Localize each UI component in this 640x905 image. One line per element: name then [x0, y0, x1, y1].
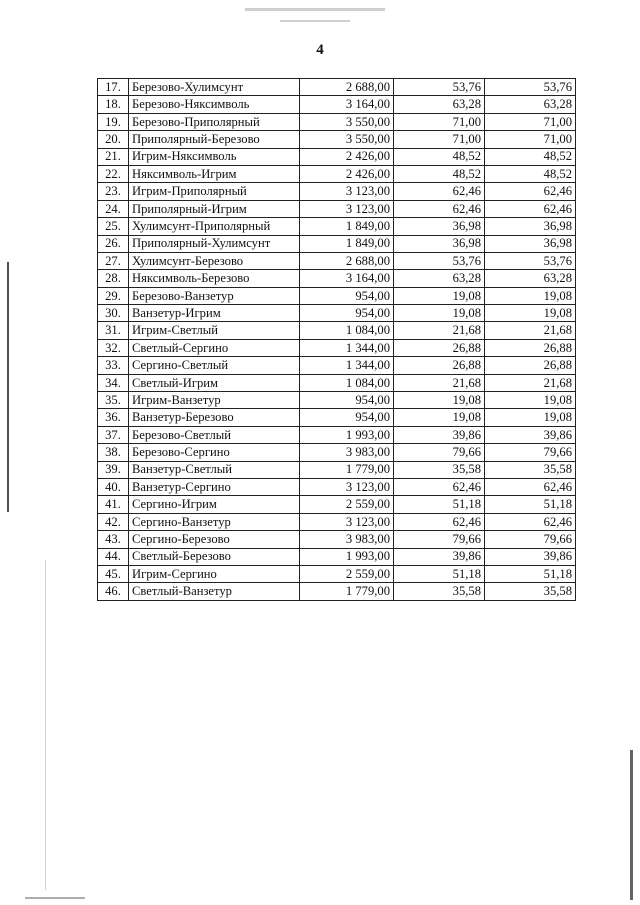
route-distance: 2 688,00: [300, 79, 394, 96]
route-distance: 3 983,00: [300, 531, 394, 548]
row-number: 19.: [98, 113, 129, 130]
table-row: [98, 531, 576, 548]
table-row: [98, 583, 576, 600]
value-column-2: 62,46: [485, 513, 576, 530]
route-name: Ванзетур-Сергино: [129, 478, 300, 495]
row-number: 29.: [98, 287, 129, 304]
route-distance: 1 084,00: [300, 322, 394, 339]
value-column-1: 79,66: [394, 444, 485, 461]
value-column-1: 71,00: [394, 113, 485, 130]
row-number: 41.: [98, 496, 129, 513]
value-column-1: 48,52: [394, 165, 485, 182]
value-column-2: 48,52: [485, 148, 576, 165]
table-row: [98, 339, 576, 356]
row-number: 28.: [98, 270, 129, 287]
route-name: Игрим-Няксимволь: [129, 148, 300, 165]
route-distance: 954,00: [300, 287, 394, 304]
value-column-2: 71,00: [485, 113, 576, 130]
value-column-1: 19,08: [394, 409, 485, 426]
table-row: [98, 409, 576, 426]
route-distance: 1 084,00: [300, 374, 394, 391]
route-distance: 3 983,00: [300, 444, 394, 461]
value-column-1: 51,18: [394, 496, 485, 513]
route-name: Березово-Приполярный: [129, 113, 300, 130]
table-row: [98, 548, 576, 565]
route-distance: 1 993,00: [300, 426, 394, 443]
value-column-2: 19,08: [485, 409, 576, 426]
route-distance: 1 849,00: [300, 218, 394, 235]
value-column-2: 63,28: [485, 270, 576, 287]
route-distance: 2 559,00: [300, 565, 394, 582]
route-distance: 2 426,00: [300, 165, 394, 182]
table-row: [98, 131, 576, 148]
row-number: 25.: [98, 218, 129, 235]
value-column-2: 71,00: [485, 131, 576, 148]
route-name: Приполярный-Хулимсунт: [129, 235, 300, 252]
value-column-2: 26,88: [485, 357, 576, 374]
route-name: Игрим-Сергино: [129, 565, 300, 582]
route-distance: 1 344,00: [300, 357, 394, 374]
route-name: Березово-Ванзетур: [129, 287, 300, 304]
route-name: Светлый-Ванзетур: [129, 583, 300, 600]
value-column-1: 21,68: [394, 374, 485, 391]
value-column-2: 39,86: [485, 426, 576, 443]
value-column-2: 21,68: [485, 374, 576, 391]
scan-artifact-stamp: [245, 8, 385, 11]
route-distance: 3 123,00: [300, 513, 394, 530]
value-column-1: 19,08: [394, 392, 485, 409]
route-name: Хулимсунт-Приполярный: [129, 218, 300, 235]
row-number: 33.: [98, 357, 129, 374]
table-row: [98, 357, 576, 374]
row-number: 38.: [98, 444, 129, 461]
row-number: 32.: [98, 339, 129, 356]
row-number: 43.: [98, 531, 129, 548]
value-column-1: 71,00: [394, 131, 485, 148]
route-distance: 1 779,00: [300, 461, 394, 478]
route-distance: 2 688,00: [300, 252, 394, 269]
table-row: [98, 79, 576, 96]
scan-artifact-bottom: [25, 897, 85, 899]
route-distance: 3 164,00: [300, 270, 394, 287]
row-number: 36.: [98, 409, 129, 426]
route-distance: 1 849,00: [300, 235, 394, 252]
table-row: [98, 252, 576, 269]
row-number: 23.: [98, 183, 129, 200]
row-number: 35.: [98, 392, 129, 409]
value-column-1: 21,68: [394, 322, 485, 339]
table-row: [98, 165, 576, 182]
value-column-1: 51,18: [394, 565, 485, 582]
table-row: [98, 322, 576, 339]
table-row: [98, 183, 576, 200]
value-column-2: 35,58: [485, 461, 576, 478]
table-row: [98, 287, 576, 304]
scan-artifact-left-margin: [7, 262, 9, 512]
route-distance: 3 550,00: [300, 113, 394, 130]
value-column-2: 48,52: [485, 165, 576, 182]
row-number: 45.: [98, 565, 129, 582]
value-column-1: 63,28: [394, 96, 485, 113]
value-column-2: 51,18: [485, 565, 576, 582]
value-column-2: 39,86: [485, 548, 576, 565]
row-number: 24.: [98, 200, 129, 217]
table-row: [98, 148, 576, 165]
route-name: Светлый-Березово: [129, 548, 300, 565]
route-distance: 3 123,00: [300, 183, 394, 200]
row-number: 22.: [98, 165, 129, 182]
value-column-2: 19,08: [485, 392, 576, 409]
row-number: 31.: [98, 322, 129, 339]
value-column-1: 36,98: [394, 218, 485, 235]
value-column-2: 63,28: [485, 96, 576, 113]
route-name: Хулимсунт-Березово: [129, 252, 300, 269]
value-column-2: 21,68: [485, 322, 576, 339]
value-column-1: 79,66: [394, 531, 485, 548]
route-name: Светлый-Сергино: [129, 339, 300, 356]
value-column-1: 39,86: [394, 548, 485, 565]
route-name: Игрим-Светлый: [129, 322, 300, 339]
routes-table: [97, 78, 576, 601]
table-row: [98, 270, 576, 287]
route-distance: 1 779,00: [300, 583, 394, 600]
route-name: Сергино-Березово: [129, 531, 300, 548]
route-distance: 3 123,00: [300, 478, 394, 495]
route-name: Ванзетур-Игрим: [129, 305, 300, 322]
route-distance: 1 344,00: [300, 339, 394, 356]
value-column-1: 62,46: [394, 183, 485, 200]
route-name: Сергино-Ванзетур: [129, 513, 300, 530]
value-column-2: 35,58: [485, 583, 576, 600]
table-row: [98, 235, 576, 252]
route-distance: 1 993,00: [300, 548, 394, 565]
route-name: Игрим-Ванзетур: [129, 392, 300, 409]
route-name: Березово-Сергино: [129, 444, 300, 461]
route-distance: 2 559,00: [300, 496, 394, 513]
table-row: [98, 496, 576, 513]
value-column-1: 36,98: [394, 235, 485, 252]
row-number: 37.: [98, 426, 129, 443]
row-number: 39.: [98, 461, 129, 478]
route-name: Сергино-Светлый: [129, 357, 300, 374]
row-number: 46.: [98, 583, 129, 600]
route-name: Березово-Светлый: [129, 426, 300, 443]
value-column-1: 62,46: [394, 478, 485, 495]
value-column-1: 19,08: [394, 287, 485, 304]
scan-artifact-stamp: [280, 20, 350, 22]
table-row: [98, 305, 576, 322]
route-name: Березово-Хулимсунт: [129, 79, 300, 96]
value-column-1: 35,58: [394, 461, 485, 478]
route-name: Игрим-Приполярный: [129, 183, 300, 200]
route-name: Приполярный-Березово: [129, 131, 300, 148]
route-name: Березово-Няксимволь: [129, 96, 300, 113]
row-number: 40.: [98, 478, 129, 495]
scan-artifact-right-edge: [630, 750, 633, 900]
value-column-2: 36,98: [485, 235, 576, 252]
value-column-1: 63,28: [394, 270, 485, 287]
page-number: 4: [316, 42, 324, 58]
table-row: [98, 565, 576, 582]
route-name: Приполярный-Игрим: [129, 200, 300, 217]
row-number: 44.: [98, 548, 129, 565]
route-name: Няксимволь-Березово: [129, 270, 300, 287]
table-row: [98, 200, 576, 217]
row-number: 30.: [98, 305, 129, 322]
table-row: [98, 113, 576, 130]
value-column-2: 62,46: [485, 200, 576, 217]
route-name: Ванзетур-Светлый: [129, 461, 300, 478]
route-distance: 954,00: [300, 392, 394, 409]
value-column-2: 36,98: [485, 218, 576, 235]
route-distance: 954,00: [300, 305, 394, 322]
value-column-1: 26,88: [394, 357, 485, 374]
route-name: Ванзетур-Березово: [129, 409, 300, 426]
value-column-2: 26,88: [485, 339, 576, 356]
route-distance: 954,00: [300, 409, 394, 426]
route-name: Няксимволь-Игрим: [129, 165, 300, 182]
value-column-1: 53,76: [394, 252, 485, 269]
route-distance: 3 164,00: [300, 96, 394, 113]
table-row: [98, 218, 576, 235]
row-number: 17.: [98, 79, 129, 96]
table-row: [98, 444, 576, 461]
value-column-1: 19,08: [394, 305, 485, 322]
row-number: 26.: [98, 235, 129, 252]
table-row: [98, 374, 576, 391]
table-row: [98, 96, 576, 113]
row-number: 21.: [98, 148, 129, 165]
value-column-2: 51,18: [485, 496, 576, 513]
value-column-1: 39,86: [394, 426, 485, 443]
table-row: [98, 461, 576, 478]
value-column-1: 35,58: [394, 583, 485, 600]
value-column-1: 53,76: [394, 79, 485, 96]
value-column-2: 53,76: [485, 252, 576, 269]
table-row: [98, 513, 576, 530]
value-column-2: 79,66: [485, 444, 576, 461]
row-number: 27.: [98, 252, 129, 269]
row-number: 42.: [98, 513, 129, 530]
table-row: [98, 426, 576, 443]
routes-table-body: [98, 79, 576, 601]
value-column-1: 26,88: [394, 339, 485, 356]
value-column-2: 62,46: [485, 183, 576, 200]
value-column-1: 62,46: [394, 200, 485, 217]
value-column-2: 62,46: [485, 478, 576, 495]
value-column-2: 19,08: [485, 287, 576, 304]
table-row: [98, 478, 576, 495]
value-column-1: 62,46: [394, 513, 485, 530]
table-row: [98, 392, 576, 409]
row-number: 18.: [98, 96, 129, 113]
value-column-2: 53,76: [485, 79, 576, 96]
row-number: 34.: [98, 374, 129, 391]
row-number: 20.: [98, 131, 129, 148]
route-distance: 2 426,00: [300, 148, 394, 165]
scan-artifact-left-margin: [45, 560, 46, 890]
route-distance: 3 550,00: [300, 131, 394, 148]
route-distance: 3 123,00: [300, 200, 394, 217]
value-column-2: 79,66: [485, 531, 576, 548]
route-name: Светлый-Игрим: [129, 374, 300, 391]
value-column-1: 48,52: [394, 148, 485, 165]
route-name: Сергино-Игрим: [129, 496, 300, 513]
value-column-2: 19,08: [485, 305, 576, 322]
